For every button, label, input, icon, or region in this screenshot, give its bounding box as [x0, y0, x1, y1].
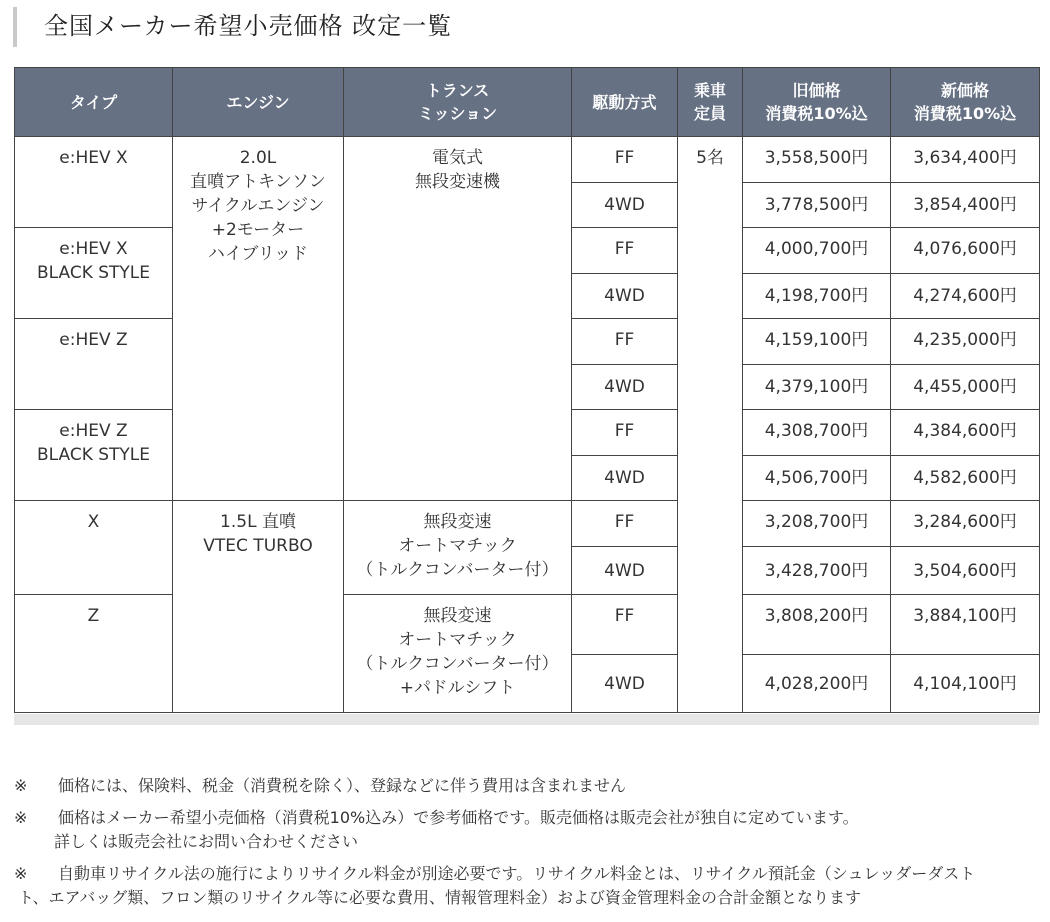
- table-row: [15, 501, 1040, 547]
- type-cell: e:HEV X: [15, 137, 173, 228]
- drive-cell: FF: [572, 228, 678, 274]
- table-row: [15, 595, 1040, 655]
- new-price-cell: 4,076,600円: [891, 228, 1040, 274]
- note-text: 自動車リサイクル法の施行によりリサイクル料金が別途必要です。リサイクル料金とは、リサイクル預託金（シュレッダーダスト: [58, 864, 976, 883]
- old-price-cell: 3,208,700円: [743, 501, 891, 547]
- old-price-cell: 3,808,200円: [743, 595, 891, 655]
- note-mark: ※: [14, 808, 28, 827]
- new-price-cell: 3,854,400円: [891, 183, 1040, 228]
- table-bottom-band: [14, 714, 1039, 725]
- note-mark: ※: [14, 864, 28, 883]
- note-text-continued: 詳しくは販売会社にお問い合わせください: [54, 832, 359, 851]
- new-price-cell: 4,582,600円: [891, 456, 1040, 501]
- type-cell: e:HEV X BLACK STYLE: [15, 228, 173, 319]
- transmission-cell: 無段変速 オートマチック （トルクコンバーター付）: [344, 501, 572, 595]
- note-text: 価格には、保険料、税金（消費税を除く）、登録などに伴う費用は含まれません: [58, 776, 627, 795]
- new-price-cell: 4,455,000円: [891, 365, 1040, 410]
- drive-cell: FF: [572, 501, 678, 547]
- header-engine: エンジン: [173, 68, 344, 137]
- new-price-cell: 4,384,600円: [891, 410, 1040, 456]
- note-mark: ※: [14, 776, 28, 795]
- engine-cell: 1.5L 直噴 VTEC TURBO: [173, 501, 344, 713]
- old-price-cell: 4,028,200円: [743, 655, 891, 713]
- transmission-cell: 電気式 無段変速機: [344, 137, 572, 501]
- header-drive: 駆動方式: [572, 68, 678, 137]
- new-price-cell: 3,504,600円: [891, 547, 1040, 595]
- header-new-price: 新価格 消費税10%込: [891, 68, 1040, 137]
- type-cell: e:HEV Z: [15, 319, 173, 410]
- type-cell: X: [15, 501, 173, 595]
- type-cell: Z: [15, 595, 173, 713]
- note-text: 価格はメーカー希望小売価格（消費税10%込み）で参考価格です。販売価格は販売会社が独自に定めています。: [58, 808, 859, 827]
- old-price-cell: 3,778,500円: [743, 183, 891, 228]
- drive-cell: FF: [572, 319, 678, 365]
- capacity-cell: 5名: [678, 137, 743, 713]
- drive-cell: FF: [572, 410, 678, 456]
- header-type: タイプ: [15, 68, 173, 137]
- drive-cell: 4WD: [572, 274, 678, 319]
- old-price-cell: 3,428,700円: [743, 547, 891, 595]
- title-accent-bar: [13, 7, 17, 47]
- notes-section: [14, 774, 1044, 918]
- drive-cell: 4WD: [572, 456, 678, 501]
- note-item: [14, 862, 1044, 910]
- header-transmission: トランス ミッション: [344, 68, 572, 137]
- type-cell: e:HEV Z BLACK STYLE: [15, 410, 173, 501]
- page-title: 全国メーカー希望小売価格 改定一覧: [44, 12, 453, 40]
- header-old-price: 旧価格 消費税10%込: [743, 68, 891, 137]
- transmission-cell: 無段変速 オートマチック （トルクコンバーター付） +パドルシフト: [344, 595, 572, 713]
- drive-cell: FF: [572, 595, 678, 655]
- engine-cell: 2.0L 直噴アトキンソン サイクルエンジン +2モーター ハイブリッド: [173, 137, 344, 501]
- drive-cell: FF: [572, 137, 678, 183]
- old-price-cell: 4,308,700円: [743, 410, 891, 456]
- old-price-cell: 4,379,100円: [743, 365, 891, 410]
- table-header-row: [15, 68, 1040, 137]
- old-price-cell: 3,558,500円: [743, 137, 891, 183]
- old-price-cell: 4,198,700円: [743, 274, 891, 319]
- header-capacity: 乗車 定員: [678, 68, 743, 137]
- drive-cell: 4WD: [572, 547, 678, 595]
- table-row: [15, 137, 1040, 183]
- old-price-cell: 4,159,100円: [743, 319, 891, 365]
- note-text-continued: ト、エアバッグ類、フロン類のリサイクル等に必要な費用、情報管理料金）および資金管理料金の合計金額となります: [18, 888, 862, 907]
- new-price-cell: 4,274,600円: [891, 274, 1040, 319]
- note-item: [14, 806, 1044, 854]
- note-item: [14, 774, 1044, 798]
- new-price-cell: 4,235,000円: [891, 319, 1040, 365]
- drive-cell: 4WD: [572, 655, 678, 713]
- old-price-cell: 4,000,700円: [743, 228, 891, 274]
- new-price-cell: 3,884,100円: [891, 595, 1040, 655]
- drive-cell: 4WD: [572, 183, 678, 228]
- price-revision-table: [14, 67, 1040, 713]
- new-price-cell: 3,284,600円: [891, 501, 1040, 547]
- drive-cell: 4WD: [572, 365, 678, 410]
- new-price-cell: 3,634,400円: [891, 137, 1040, 183]
- new-price-cell: 4,104,100円: [891, 655, 1040, 713]
- old-price-cell: 4,506,700円: [743, 456, 891, 501]
